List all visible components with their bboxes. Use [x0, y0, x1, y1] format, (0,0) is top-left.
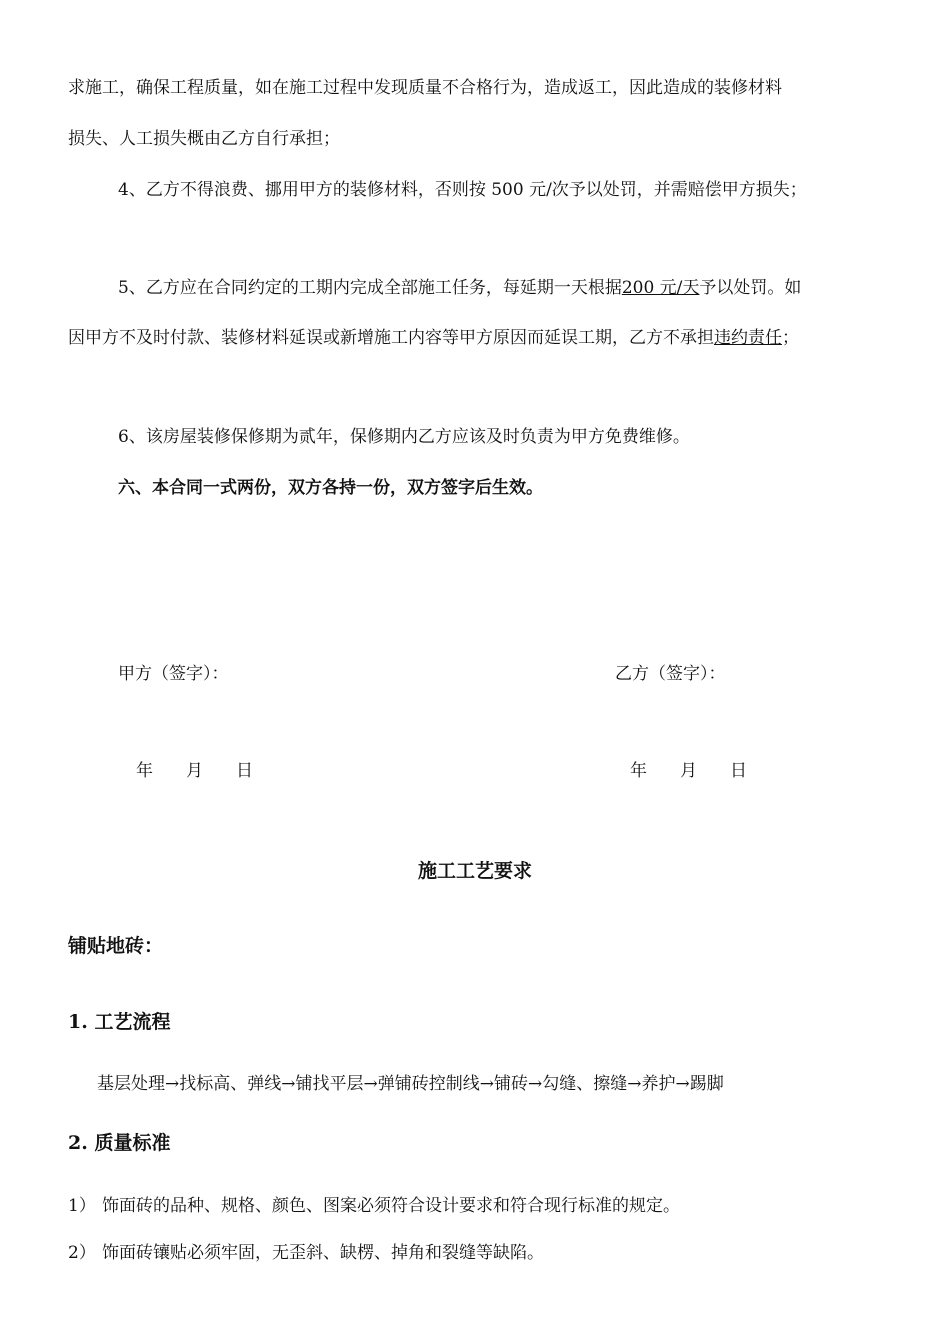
month-label: 月: [186, 761, 203, 781]
clause5-text2: 因甲方不及时付款、装修材料延误或新增施工内容等甲方原因而延误工期，乙方不承担: [68, 328, 714, 348]
day-label: 日: [236, 761, 253, 781]
clause6: 6、该房屋装修保修期为贰年，保修期内乙方应该及时负责为甲方免费维修。: [118, 427, 690, 447]
clause5-line1: [118, 277, 801, 299]
clause5-text-end: 予以处罚。如: [699, 278, 802, 298]
section-title: 施工工艺要求: [417, 860, 532, 882]
clause4: 4、乙方不得浪费、挪用甲方的装修材料，否则按 500 元/次予以处罚，并需赔偿甲方损失；: [118, 180, 807, 200]
quality-heading: 2. 质量标准: [68, 1132, 171, 1154]
liability-term: 违约责任: [714, 328, 782, 348]
subsection-title: 铺贴地砖：: [68, 935, 164, 957]
party-b-date: [630, 760, 747, 782]
clause5-text2-end: ；: [782, 328, 799, 348]
month-label: 月: [680, 761, 697, 781]
item-number: 2）: [68, 1243, 96, 1263]
clause3-line2: 损失、人工损失概由乙方自行承担；: [68, 129, 340, 149]
item-text: 饰面砖镶贴必须牢固，无歪斜、缺楞、掉角和裂缝等缺陷。: [102, 1243, 544, 1263]
clause3-line1: 求施工，确保工程质量，如在施工过程中发现质量不合格行为，造成返工，因此造成的装修材料: [68, 78, 782, 98]
process-heading: 1. 工艺流程: [68, 1011, 171, 1033]
party-a-signature-label: 甲方（签字）：: [118, 664, 229, 684]
year-label: 年: [630, 761, 647, 781]
article6: 六、本合同一式两份，双方各持一份，双方签字后生效。: [118, 478, 543, 498]
penalty-amount: 200 元/天: [621, 278, 700, 298]
item-number: 1）: [68, 1196, 96, 1216]
process-flow: 基层处理→找标高、弹线→铺找平层→弹铺砖控制线→铺砖→勾缝、擦缝→养护→踢脚: [97, 1074, 724, 1094]
quality-item: [68, 1195, 680, 1217]
clause5-line2: [68, 327, 799, 349]
year-label: 年: [136, 761, 153, 781]
item-text: 饰面砖的品种、规格、颜色、图案必须符合设计要求和符合现行标准的规定。: [102, 1196, 680, 1216]
clause5-text: 5、乙方应在合同约定的工期内完成全部施工任务，每延期一天根据: [118, 278, 622, 298]
quality-item: [68, 1242, 544, 1264]
party-b-signature-label: 乙方（签字）：: [615, 664, 726, 684]
day-label: 日: [730, 761, 747, 781]
party-a-date: [136, 760, 253, 782]
